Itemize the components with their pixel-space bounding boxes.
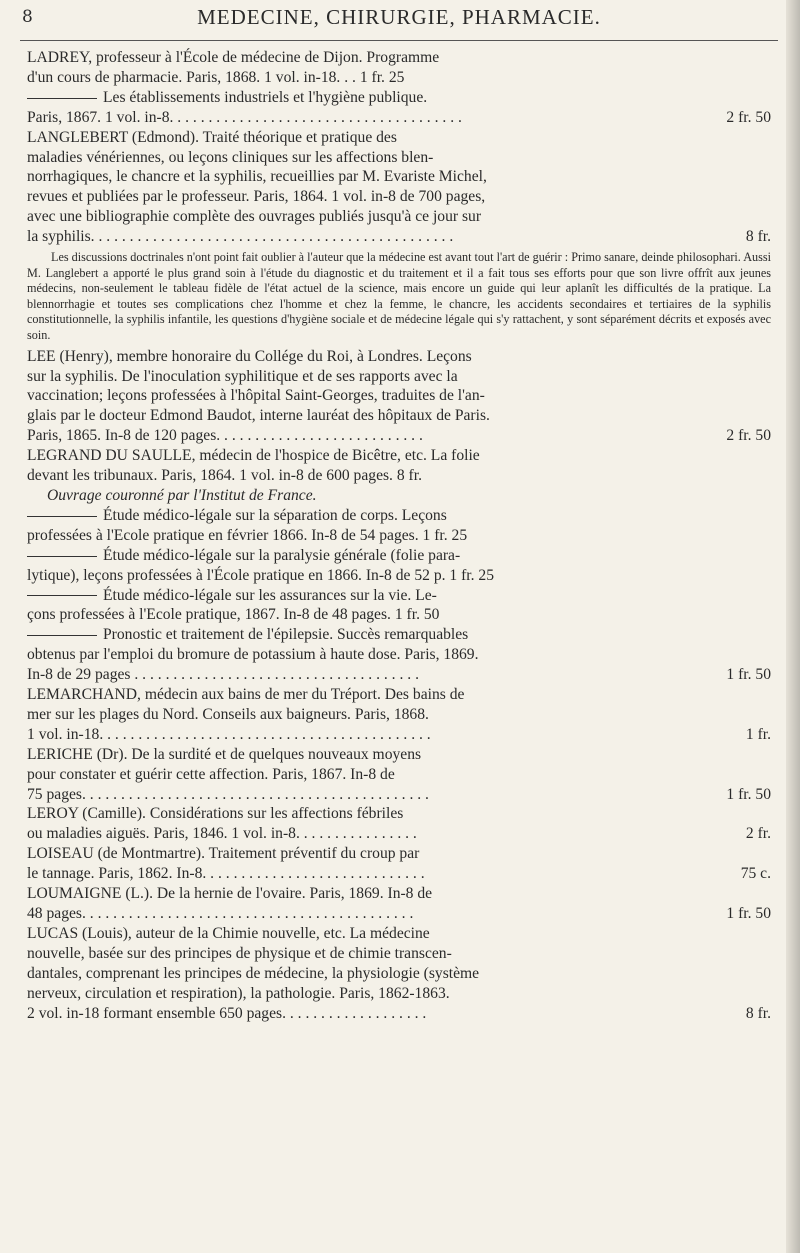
catalogue-entry-leroy: LEROY (Camille). Considérations sur les affections fébriles ou maladies aiguës. Paris, 1846. 1 vol. in-8. . . . . . . . . . . . . . . . 2 fr. [27, 805, 771, 843]
catalogue-entry-ladrey-2: Les établissements industriels et l'hygiène publique. Paris, 1867. 1 vol. in-8. . . . . . . . . . . . . . . . . . . . . . . . . . . . . . . . . . . . . . 2 fr. 50 [27, 88, 771, 126]
catalogue-entry-loiseau: LOISEAU (de Montmartre). Traitement préventif du croup par le tannage. Paris, 1862. In-8. . . . . . . . . . . . . . . . . . . . . . . . . . . . . 75 c. [27, 845, 771, 883]
catalogue-entry-legrand-4: Étude médico-légale sur les assurances sur la vie. Le- çons professées à l'Ecole pratique, 1867. In-8 de 48 pages. 1 fr. 50 [27, 586, 440, 624]
description-note: Les discussions doctrinales n'ont point fait oublier à l'auteur que la médecine est avant tout l'art de guérir : Primo sanare, deinde philosophari. Aussi M. Langlebert a apporté le plus grand soin à l'étude du diagnostic et du traitement et il a fait tous ses efforts pour que son livre offrît aux jeunes médecins, non-seulement le tableau fidèle de l'état actuel de la science, mais encore un guide qui leur aplanît les difficultés de la pratique. La blennorrhagie et toutes ses complications chez l'homme et chez la femme, le chancre, les accidents secondaires et tertiaires de la syphilis constitutionnelle, la syphilis infantile, les questions d'hygiène sociale et de médecine légale qui s'y rattachent, y sont séparément décrits et exposés avec soin. [27, 250, 771, 343]
catalogue-content [27, 48, 771, 1023]
catalogue-entry-legrand-3: Étude médico-légale sur la paralysie générale (folie para- lytique), leçons professées à l'École pratique en 1866. In-8 de 52 p. 1 fr. 25 [27, 546, 495, 584]
catalogue-entry-legrand-2: Étude médico-légale sur la séparation de corps. Leçons professées à l'Ecole pratique en février 1866. In-8 de 54 pages. 1 fr. 25 [27, 506, 468, 544]
page-edge-shadow [786, 0, 800, 1253]
running-header [20, 0, 778, 41]
catalogue-entry-legrand: LEGRAND DU SAULLE, médecin de l'hospice de Bicêtre, etc. La folie devant les tribunaux. Paris, 1864. 1 vol. in-8 de 600 pages. 8 fr. Ouvrage couronné par l'Institut de France. [27, 447, 480, 504]
catalogue-entry-ladrey: LADREY, professeur à l'École de médecine de Dijon. Programme d'un cours de pharmacie. Paris, 1868. 1 vol. in-18. . . 1 fr. 25 [27, 49, 440, 86]
catalogue-entry-lemarchand: LEMARCHAND, médecin aux bains de mer du Tréport. Des bains de mer sur les plages du Nord. Conseils aux baigneurs. Paris, 1868. 1 vol. in-18. . . . . . . . . . . . . . . . . . . . . . . . . . . . . . . . . . . . . . . . . . . 1 fr. [27, 686, 771, 743]
catalogue-entry-legrand-5: Pronostic et traitement de l'épilepsie. Succès remarquables obtenus par l'emploi du bromure de potassium à haute dose. Paris, 1869. In-8 de 29 pages . . . . . . . . . . . . . . . . . . . . . . . . . . . . . . . . . . . . . 1 fr. 50 [27, 626, 771, 684]
catalogue-entry-lucas: LUCAS (Louis), auteur de la Chimie nouvelle, etc. La médecine nouvelle, basée sur des principes de physique et de chimie transcen- dantales, comprenant les principes de médecine, la physiologie (système nerveux, circulation et respiration), la pathologie. Paris, 1862-1863. 2 vol. in-18 formant ensemble 650 pages. . . . . . . . . . . . . . . . . . . 8 fr. [27, 924, 771, 1022]
catalogue-entry-leriche: LERICHE (Dr). De la surdité et de quelques nouveaux moyens pour constater et guérir cette affection. Paris, 1867. In-8 de 75 pages. . . . . . . . . . . . . . . . . . . . . . . . . . . . . . . . . . . . . . . . . . . . . 1 fr. 50 [27, 745, 771, 803]
book-page [20, 0, 778, 1022]
catalogue-entry-loumaigne: LOUMAIGNE (L.). De la hernie de l'ovaire. Paris, 1869. In-8 de 48 pages. . . . . . . . . . . . . . . . . . . . . . . . . . . . . . . . . . . . . . . . . . . 1 fr. 50 [27, 885, 771, 922]
catalogue-entry-langlebert: LANGLEBERT (Edmond). Traité théorique et pratique des maladies vénériennes, ou leçons cliniques sur les affections blen- norrhagiques, le chancre et la syphilis, recueillies par M. Evariste Michel, revues et publiées par le professeur. Paris, 1864. 1 vol. in-8 de 700 pages, avec une bibliographie complète des ouvrages publiés jusqu'à ce jour sur la syphilis. . . . . . . . . . . . . . . . . . . . . . . . . . . . . . . . . . . . . . . . . . . . . . . 8 fr. Les discussions doctrinales n'ont point fait oublier à l'auteur que la médecine est avant tout l'art de guérir : Primo sanare, deinde philosophari. Aussi M. Langlebert a apporté le plus grand soin à l'étude du diagnostic et du traitement et il a fait tous ses efforts pour que son livre offrît aux jeunes médecins, non-seulement le tableau fidèle de l'état actuel de la science, mais encore un guide qui leur aplanît les difficultés de la pratique. La blennorrhagie et toutes ses complications chez l'homme et chez la femme, le chancre, les accidents secondaires et tertiaires de la syphilis constitutionnelle, la syphilis infantile, les questions d'hygiène sociale et de médecine légale qui s'y rattachent, y sont séparément décrits et exposés avec soin. [27, 128, 771, 343]
page-number: 8 [22, 7, 33, 27]
catalogue-entry-lee: LEE (Henry), membre honoraire du Collége du Roi, à Londres. Leçons sur la syphilis. De l'inoculation syphilitique et de ses rapports avec la vaccination; leçons professées à l'hôpital Saint-Georges, traduites de l'an- glais par le docteur Edmond Baudot, interne lauréat des hôpitaux de Paris. Paris, 1865. In-8 de 120 pages. . . . . . . . . . . . . . . . . . . . . . . . . . . 2 fr. 50 [27, 347, 771, 445]
running-title: MEDECINE, CHIRURGIE, PHARMACIE. [197, 5, 601, 29]
